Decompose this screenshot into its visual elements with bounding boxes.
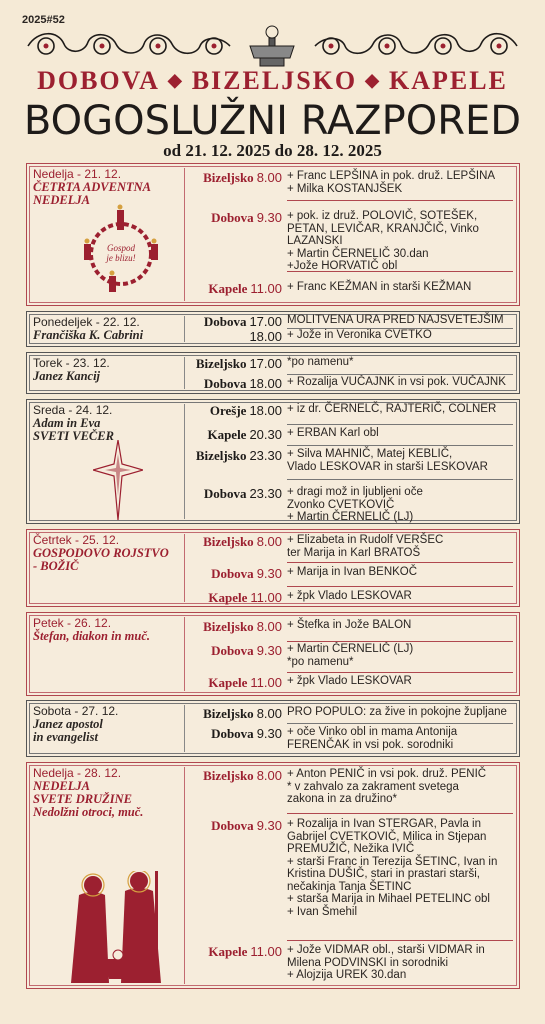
mass-time: 18.00	[249, 376, 282, 391]
row-divider	[287, 271, 513, 272]
svg-text:Gospod: Gospod	[106, 243, 136, 253]
date-range: od 21. 12. 2025 do 28. 12. 2025	[163, 141, 382, 160]
intention-line: + Martin ČERNELIČ (LJ)	[287, 643, 414, 655]
feast-name: Janez Kancij	[33, 369, 101, 383]
mass-place-time	[184, 329, 282, 345]
row-divider	[287, 586, 513, 587]
mass-time: 17.00	[249, 356, 282, 371]
mass-time: 23.30	[249, 486, 282, 501]
mass-time: 8.00	[256, 170, 282, 185]
header-ornament	[24, 24, 521, 68]
intention-line: + Silva MAHNIČ, Matej KEBLIČ,	[287, 448, 453, 460]
intention-line: PETAN, LEVIČAR, KRANJČIČ, Vinko	[287, 222, 479, 235]
mass-time: 8.00	[256, 534, 282, 549]
mass-intentions	[287, 210, 513, 273]
mass-place: Bizeljsko	[203, 170, 254, 185]
mass-place-time	[184, 403, 282, 419]
svg-text:je blizu!: je blizu!	[106, 253, 136, 263]
mass-place-time	[184, 643, 282, 659]
intention-line: + Milka KOSTANJŠEK	[287, 182, 403, 195]
mass-place: Kapele	[208, 281, 248, 296]
intention-line: + Štefka in Jože BALON	[287, 619, 412, 631]
day-date: Sreda - 24. 12.	[33, 403, 113, 417]
intention-line: *po namenu*	[287, 356, 354, 368]
row-divider	[287, 641, 513, 642]
feast-name: NEDELJA	[33, 779, 90, 793]
mass-place-time	[184, 706, 282, 722]
intention-line: zakona in za družino*	[287, 793, 397, 805]
feast-name: ČETRTA ADVENTNA	[33, 180, 151, 194]
intention-line: PREMUŽIČ, Nežika IVIČ	[287, 843, 415, 855]
intention-line: + Marija in Ivan BENKOČ	[287, 566, 418, 578]
intention-line: + Anton PENIČ in vsi pok. druž. PENIČ	[287, 768, 487, 780]
mass-place: Kapele	[208, 675, 248, 690]
mass-place-time	[184, 448, 282, 464]
feast-name: GOSPODOVO ROJSTVO	[33, 546, 169, 560]
day-box	[26, 352, 520, 394]
mass-time: 9.30	[256, 818, 282, 833]
mass-place-time	[184, 534, 282, 550]
mass-place-time	[184, 675, 282, 691]
mass-time: 18.00	[249, 329, 282, 344]
mass-intentions	[287, 314, 513, 327]
intention-line: + dragi mož in ljubljeni oče	[287, 486, 423, 498]
intention-line: + Franc LEPŠINA in pok. druž. LEPŠINA	[287, 170, 496, 182]
intention-line: + iz dr. ČERNELČ, RAJTERIČ, COLNER	[287, 403, 497, 415]
feast-name: SVETI VEČER	[33, 429, 114, 443]
intention-line: *po namenu*	[287, 655, 354, 668]
mass-intentions	[287, 818, 513, 918]
intention-line: + Rozalija in Ivan STERGAR, Pavla in	[287, 818, 481, 830]
mass-place: Bizeljsko	[203, 768, 254, 783]
row-divider	[287, 445, 513, 446]
mass-intentions	[287, 376, 513, 389]
day-date: Sobota - 27. 12.	[33, 704, 119, 718]
mass-intentions	[287, 486, 513, 524]
mass-place-time	[184, 210, 282, 226]
mass-place-time	[184, 944, 282, 960]
mass-time: 9.30	[256, 726, 282, 741]
intention-line: Milena PODVINSKI in sorodniki	[287, 956, 449, 969]
mass-time: 9.30	[256, 643, 282, 658]
mass-place: Dobova	[211, 726, 254, 741]
mass-place: Kapele	[208, 944, 248, 959]
intention-line: +Jože HORVATIČ obl	[287, 260, 398, 272]
mass-place-time	[184, 314, 282, 330]
mass-intentions	[287, 448, 513, 473]
feast-name: in evangelist	[33, 730, 98, 744]
day-box	[26, 311, 520, 347]
day-box	[26, 700, 520, 757]
day-box	[26, 163, 520, 306]
intention-line: Vlado LESKOVAR in starši LESKOVAR	[287, 460, 488, 473]
mass-time: 11.00	[250, 590, 282, 605]
intention-line: + Alojzija UREK 30.dan	[287, 969, 407, 981]
intention-line: + Martin ČERNELIČ (LJ)	[287, 511, 414, 523]
day-date: Nedelja - 21. 12.	[33, 167, 122, 181]
row-divider	[287, 940, 513, 941]
day-info	[33, 403, 205, 443]
row-divider	[287, 200, 513, 201]
day-box	[26, 529, 520, 607]
mass-place: Dobova	[211, 818, 254, 833]
intention-line: + starša Marija in Mihael PETELINC obl	[287, 893, 490, 905]
day-info	[33, 167, 205, 207]
intention-line: + starši Franc in Terezija ŠETINC, Ivan in	[287, 855, 498, 868]
day-date: Nedelja - 28. 12.	[33, 766, 122, 780]
intention-line: + Martin ČERNELIČ 30.dan	[287, 247, 429, 260]
intention-line: + ERBAN Karl obl	[287, 427, 379, 439]
intention-line: + Jože in Veronika CVETKO	[287, 329, 432, 341]
mass-intentions	[287, 281, 513, 294]
row-divider	[287, 723, 513, 724]
mass-intentions	[287, 726, 513, 751]
mass-place-time	[184, 170, 282, 186]
day-info	[33, 616, 205, 643]
intention-line: + pok. iz druž. POLOVIČ, SOTEŠEK,	[287, 210, 478, 222]
page-title: BOGOSLUŽNI RAZPORED	[23, 98, 522, 144]
mass-place: Bizeljsko	[203, 619, 254, 634]
mass-place-time	[184, 590, 282, 606]
mass-intentions	[287, 643, 513, 668]
row-divider	[287, 374, 513, 375]
day-info	[33, 766, 205, 819]
mass-place: Orešje	[209, 403, 247, 418]
mass-time: 9.30	[256, 566, 282, 581]
parish-name-1: DOBOVA	[37, 66, 160, 95]
mass-time: 11.00	[250, 944, 282, 959]
monstrance-icon	[250, 26, 294, 66]
intention-line: + Elizabeta in Rudolf VERŠEC	[287, 534, 444, 546]
day-info	[33, 533, 205, 573]
mass-place: Bizeljsko	[195, 448, 247, 463]
mass-time: 23.30	[249, 448, 282, 463]
mass-place-time	[184, 566, 282, 582]
row-divider	[287, 562, 513, 563]
mass-intentions	[287, 566, 513, 579]
mass-place: Dobova	[211, 210, 254, 225]
intention-line: LAZANSKI	[287, 235, 343, 247]
mass-place-time	[184, 818, 282, 834]
intention-line: + žpk Vlado LESKOVAR	[287, 590, 412, 602]
row-divider	[287, 424, 513, 425]
intention-line: Gabrijel CVETKOVIČ, Milica in Stjepan	[287, 830, 487, 843]
feast-name: Frančiška K. Cabrini	[33, 328, 144, 342]
mass-place: Dobova	[203, 314, 247, 329]
row-divider	[287, 328, 513, 329]
mass-intentions	[287, 403, 513, 416]
mass-place: Kapele	[208, 590, 248, 605]
mass-intentions	[287, 590, 513, 603]
mass-intentions	[287, 329, 513, 342]
feast-name: NEDELJA	[33, 193, 90, 207]
mass-place: Dobova	[203, 486, 247, 501]
mass-place-time	[184, 726, 282, 742]
intention-line: + oče Vinko obl in mama Antonija	[287, 726, 458, 738]
mass-place: Dobova	[203, 376, 247, 391]
mass-place-time	[184, 281, 282, 297]
row-divider	[287, 813, 513, 814]
mass-intentions	[287, 619, 513, 632]
mass-place-time	[184, 427, 282, 443]
mass-place-time	[184, 619, 282, 635]
feast-name: - BOŽIČ	[33, 559, 79, 573]
mass-time: 11.00	[250, 675, 282, 690]
mass-time: 9.30	[256, 210, 282, 225]
mass-place-time	[184, 356, 282, 372]
mass-place: Dobova	[211, 643, 254, 658]
mass-intentions	[287, 675, 513, 688]
day-date: Petek - 26. 12.	[33, 616, 112, 630]
day-box	[26, 612, 520, 696]
mass-time: 8.00	[256, 706, 282, 721]
mass-intentions	[287, 170, 513, 195]
day-info	[33, 356, 205, 383]
day-box	[26, 399, 520, 524]
intention-line: PRO POPULO: za žive in pokojne župljane	[287, 706, 507, 718]
mass-intentions	[287, 534, 513, 559]
intention-line: + Jože VIDMAR obl., starši VIDMAR in	[287, 944, 485, 956]
intention-line: Kristina DUŠIČ, stari in prastari starši,	[287, 868, 480, 880]
intention-line: + Rozalija VUČAJNK in vsi pok. VUČAJNK	[287, 376, 506, 388]
mass-place-time	[184, 768, 282, 784]
mass-place: Bizeljsko	[203, 706, 254, 721]
intention-line: MOLITVENA URA PRED NAJSVETEJŠIM	[287, 314, 504, 326]
parish-name-2: BIZELJSKO	[191, 66, 358, 95]
feast-name: Adam in Eva	[33, 416, 101, 430]
parish-name-3: KAPELE	[388, 66, 508, 95]
day-date: Torek - 23. 12.	[33, 356, 110, 370]
day-info	[33, 704, 205, 744]
issue-number: 2025#52	[22, 14, 65, 26]
intention-line: + žpk Vlado LESKOVAR	[287, 675, 412, 687]
mass-time: 11.00	[250, 281, 282, 296]
mass-place: Bizeljsko	[203, 534, 254, 549]
day-info	[33, 315, 205, 342]
christmas-star-icon	[93, 440, 143, 525]
mass-intentions	[287, 706, 513, 719]
mass-time: 17.00	[249, 314, 282, 329]
day-date: Četrtek - 25. 12.	[33, 533, 120, 547]
intention-line: ter Marija in Karl BRATOŠ	[287, 546, 421, 559]
feast-name: SVETE DRUŽINE	[33, 792, 132, 806]
intention-line: + Franc KEŽMAN in starši KEŽMAN	[287, 281, 472, 293]
day-date: Ponedeljek - 22. 12.	[33, 315, 140, 329]
feast-name: Štefan, diakon in muč.	[33, 629, 151, 643]
mass-place: Dobova	[211, 566, 254, 581]
mass-intentions	[287, 356, 513, 369]
mass-time: 20.30	[249, 427, 282, 442]
parish-names: DOBOVA ◆ BIZELJSKO ◆ KAPELE	[37, 66, 508, 95]
mass-place: Bizeljsko	[195, 356, 247, 371]
mass-time: 8.00	[256, 768, 282, 783]
advent-wreath-icon	[79, 204, 163, 301]
feast-name: Janez apostol	[33, 717, 103, 731]
mass-intentions	[287, 427, 513, 440]
mass-place-time	[184, 376, 282, 392]
mass-time: 18.00	[249, 403, 282, 418]
mass-place-time	[184, 486, 282, 502]
intention-line: nečakinja Tanja ŠETINC	[287, 880, 412, 893]
mass-intentions	[287, 768, 513, 806]
mass-place: Kapele	[207, 427, 247, 442]
mass-intentions	[287, 944, 513, 982]
feast-name: Nedolžni otroci, muč.	[33, 805, 144, 819]
intention-line: * v zahvalo za zakrament svetega	[287, 780, 459, 793]
mass-time: 8.00	[256, 619, 282, 634]
row-divider	[287, 479, 513, 480]
intention-line: FERENČAK in vsi pok. sorodniki	[287, 738, 454, 751]
day-box	[26, 762, 520, 989]
holy-family-icon	[65, 871, 169, 990]
intention-line: + Ivan Šmehil	[287, 905, 357, 918]
intention-line: Zvonko CVETKOVIČ	[287, 498, 395, 511]
row-divider	[287, 672, 513, 673]
